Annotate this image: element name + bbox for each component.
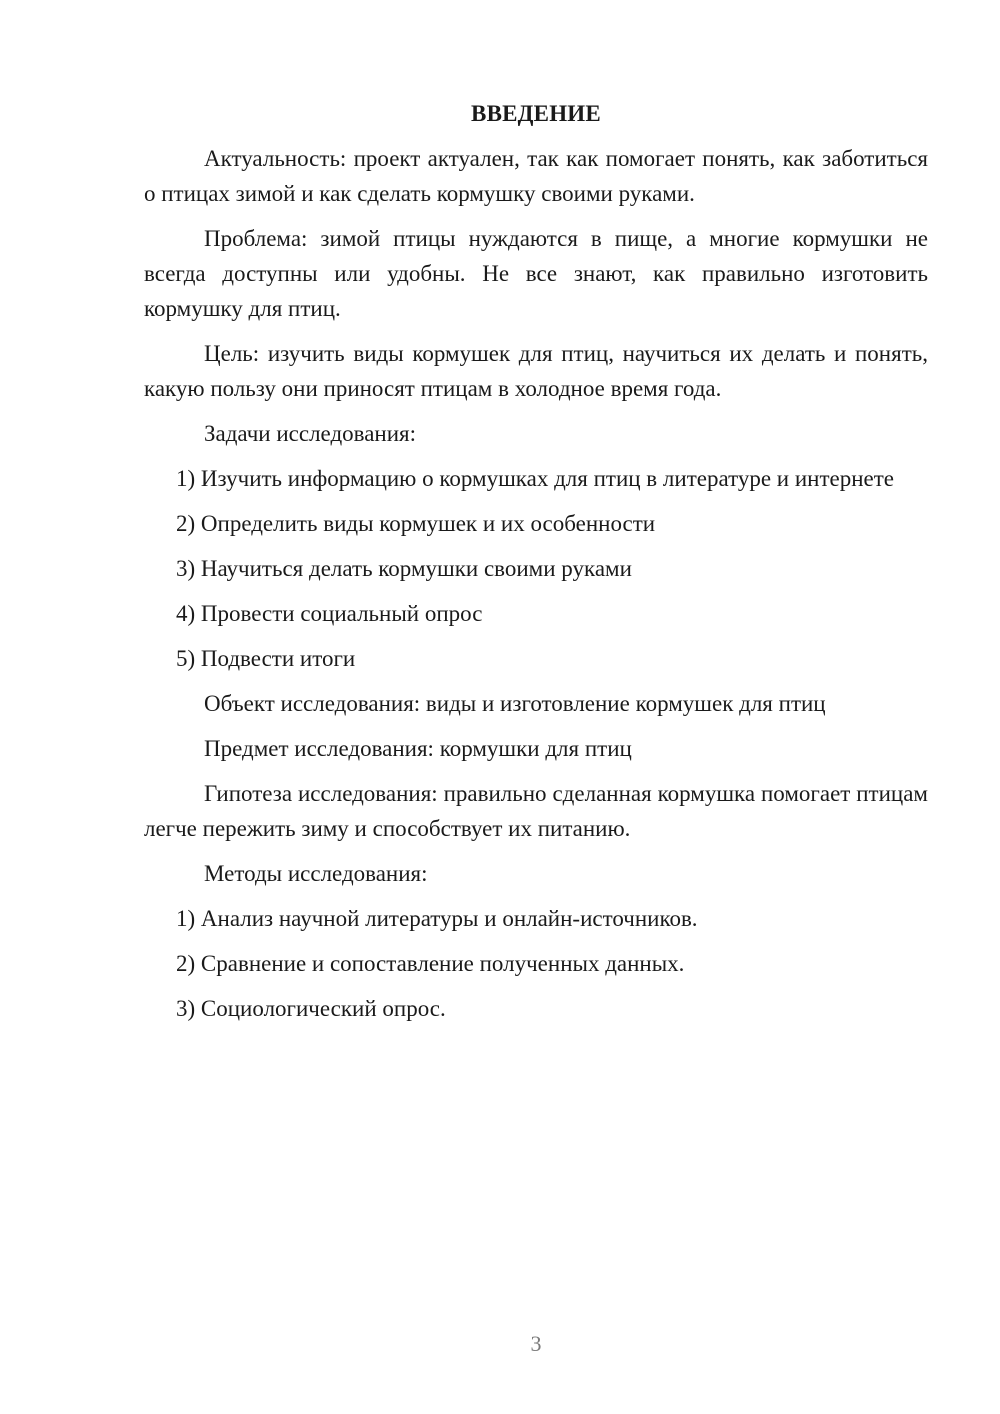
task-item: 3) Научиться делать кормушки своими руками (176, 556, 632, 581)
subject-line: Предмет исследования: кормушки для птиц (204, 736, 632, 761)
page-content (144, 96, 928, 1036)
goal-paragraph: Цель: изучить виды кормушек для птиц, научиться их делать и понять, какую пользу они приносят птицам в холодное время года. (144, 341, 928, 401)
task-item: 4) Провести социальный опрос (176, 601, 483, 626)
method-item: 1) Анализ научной литературы и онлайн-источников. (176, 906, 698, 931)
method-item: 2) Сравнение и сопоставление полученных данных. (176, 951, 685, 976)
object-line: Объект исследования: виды и изготовление кормушек для птиц (204, 691, 826, 716)
task-item: 2) Определить виды кормушек и их особенности (176, 511, 656, 536)
hypothesis-paragraph: Гипотеза исследования: правильно сделанная кормушка помогает птицам легче пережить зиму и способствует их питанию. (144, 781, 928, 841)
method-item: 3) Социологический опрос. (176, 996, 446, 1021)
relevance-paragraph: Актуальность: проект актуален, так как помогает понять, как заботиться о птицах зимой и как сделать кормушку своими руками. (144, 146, 928, 206)
task-item: 1) Изучить информацию о кормушках для птиц в литературе и интернете (176, 466, 894, 491)
task-item: 5) Подвести итоги (176, 646, 356, 671)
problem-paragraph: Проблема: зимой птицы нуждаются в пище, а многие кормушки не всегда доступны или удобны. Не все знают, как правильно изготовить кормушку для птиц. (144, 226, 928, 321)
section-title: ВВЕДЕНИЕ (471, 101, 601, 126)
methods-heading: Методы исследования: (204, 861, 428, 886)
tasks-heading: Задачи исследования: (204, 421, 417, 446)
page-number: 3 (530, 1331, 542, 1356)
